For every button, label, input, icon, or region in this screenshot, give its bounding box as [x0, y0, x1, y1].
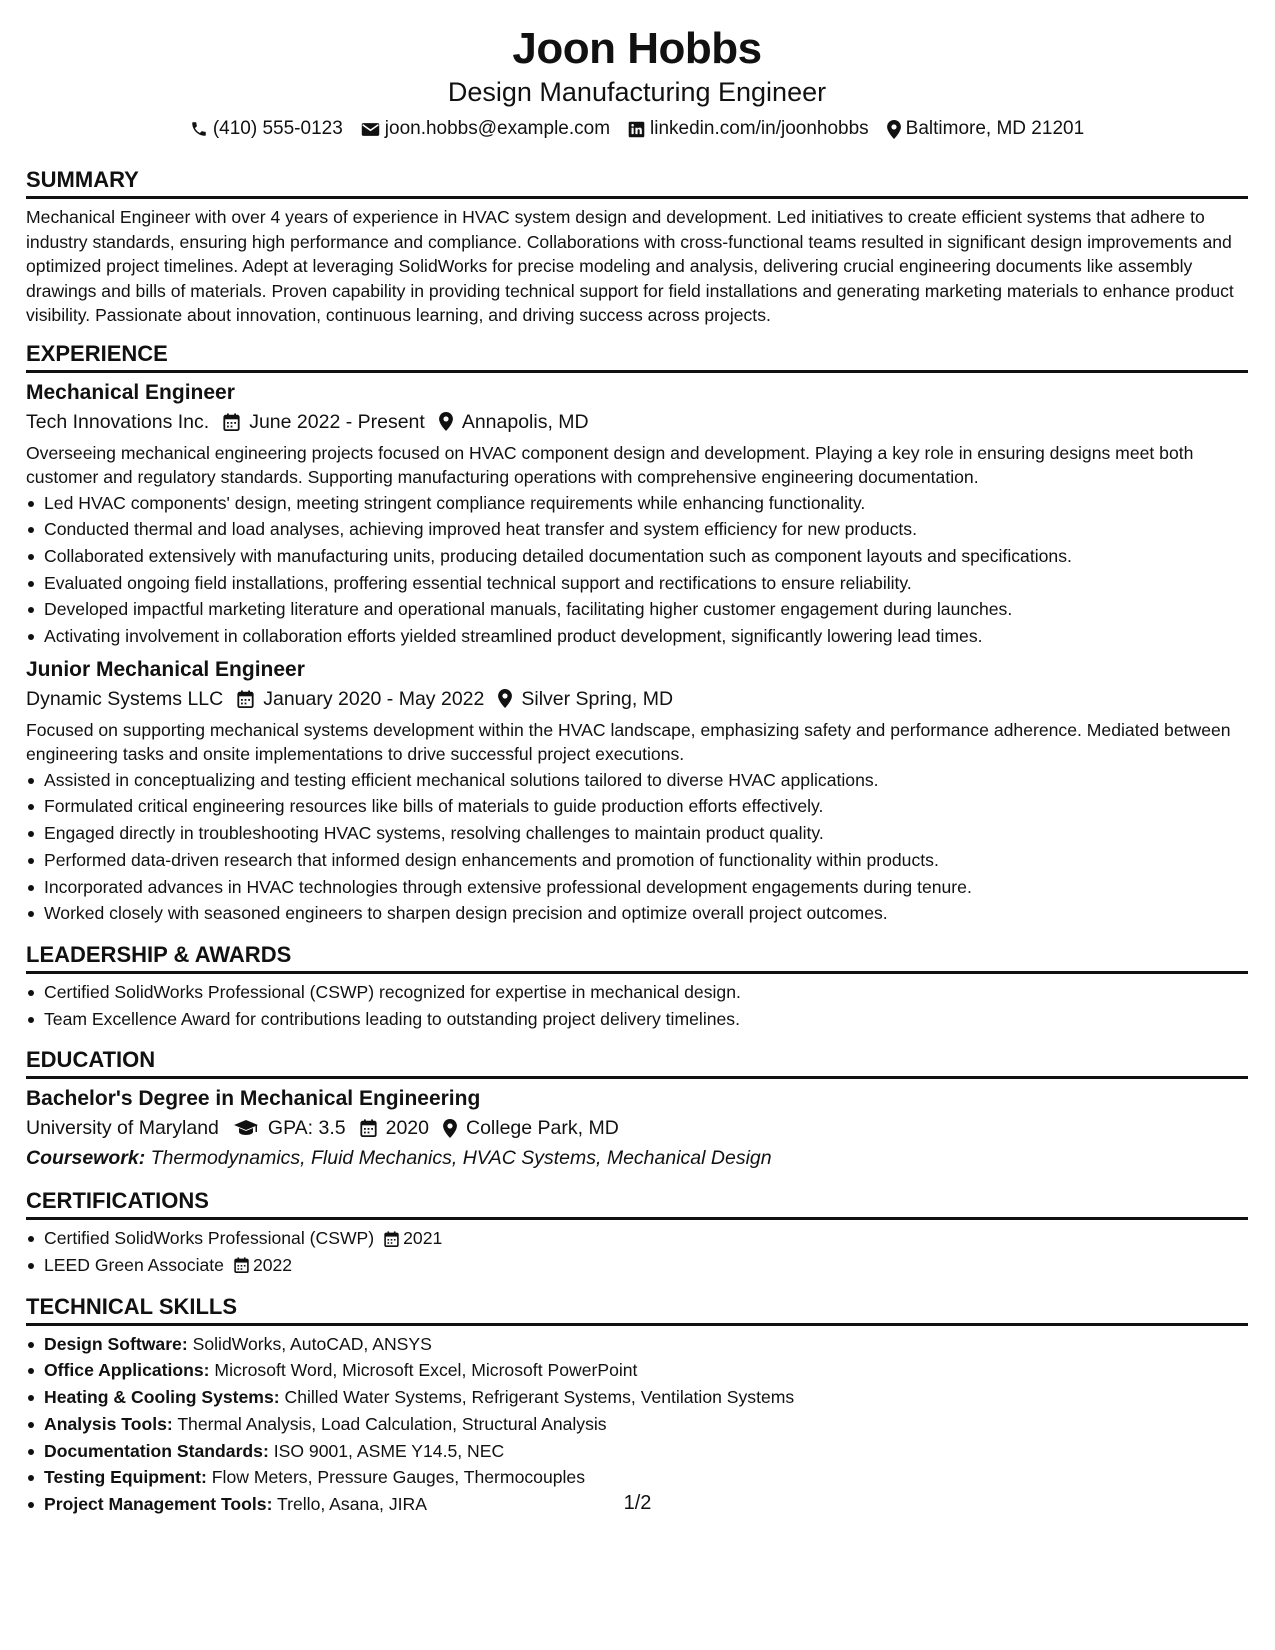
job-location	[498, 684, 673, 714]
job-dates	[223, 407, 425, 437]
resume-page	[26, 22, 1248, 1518]
certifications-list	[26, 1225, 1248, 1278]
list-item: Collaborated extensively with manufacturing units, producing detailed documentation such as component layouts and specifications.	[44, 543, 1248, 570]
list-item	[44, 1225, 1248, 1252]
skill-label: Project Management Tools:	[44, 1493, 273, 1514]
skill-label: Design Software:	[44, 1333, 188, 1354]
candidate-title: Design Manufacturing Engineer	[447, 77, 827, 107]
list-item: Activating involvement in collaboration efforts yielded streamlined product development, significantly lowering lead times.	[44, 623, 1248, 650]
calendar-icon	[223, 413, 240, 431]
school-location	[443, 1113, 619, 1143]
envelope-icon	[361, 122, 380, 137]
job-location-text: Annapolis, MD	[461, 410, 589, 433]
skill-value: SolidWorks, AutoCAD, ANSYS	[192, 1333, 432, 1354]
job-bullets	[26, 767, 1248, 927]
job-company: Dynamic Systems LLC	[26, 687, 224, 710]
linkedin-icon	[628, 121, 645, 138]
gpa	[233, 1113, 346, 1143]
job-meta	[26, 684, 1248, 714]
list-item	[44, 1464, 1248, 1491]
job-description: Overseeing mechanical engineering projects focused on HVAC component design and development. Playing a key role in ensuring designs meet both customer and regulatory standards. Supporting manufacturing operations with comprehensive engineering documentation.	[26, 442, 1194, 487]
job-entry	[26, 379, 1248, 650]
cert-name: Certified SolidWorks Professional (CSWP)	[44, 1228, 375, 1249]
school-location-text: College Park, MD	[465, 1117, 619, 1140]
calendar-icon	[234, 1257, 249, 1273]
contact-phone[interactable]	[190, 116, 343, 142]
candidate-name: Joon Hobbs	[512, 24, 762, 73]
graduation-year	[360, 1113, 429, 1143]
list-item: Formulated critical engineering resources like bills of materials to guide production efforts effectively.	[44, 793, 1248, 820]
email-text: joon.hobbs@example.com	[384, 118, 611, 139]
list-item: Assisted in conceptualizing and testing efficient mechanical solutions tailored to diverse HVAC applications.	[44, 767, 1248, 794]
skills-section	[26, 1293, 1248, 1518]
summary-section	[26, 166, 1248, 328]
skill-label: Documentation Standards:	[44, 1440, 269, 1461]
cert-year: 2021	[403, 1228, 443, 1249]
header	[26, 22, 1248, 142]
skill-label: Heating & Cooling Systems:	[44, 1387, 280, 1408]
list-item: Engaged directly in troubleshooting HVAC systems, resolving challenges to maintain product quality.	[44, 820, 1248, 847]
gpa-text: GPA: 3.5	[267, 1117, 346, 1140]
page-number: 1/2	[623, 1492, 652, 1514]
school-name: University of Maryland	[26, 1117, 219, 1140]
job-meta	[26, 407, 1248, 437]
list-item: Incorporated advances in HVAC technologies through extensive professional development engagements during tenure.	[44, 874, 1248, 901]
map-pin-icon	[443, 1119, 457, 1138]
map-pin-icon	[498, 689, 512, 708]
skill-label: Office Applications:	[44, 1360, 210, 1381]
skills-list	[26, 1331, 1248, 1518]
graduation-cap-icon	[233, 1119, 259, 1137]
contact-location	[887, 116, 1084, 142]
map-pin-icon	[439, 412, 453, 431]
coursework	[26, 1143, 1248, 1173]
skill-value: Thermal Analysis, Load Calculation, Structural Analysis	[177, 1413, 607, 1434]
job-title: Mechanical Engineer	[26, 380, 235, 404]
skill-value: ISO 9001, ASME Y14.5, NEC	[273, 1440, 505, 1461]
contact-email[interactable]	[361, 116, 610, 142]
list-item: Certified SolidWorks Professional (CSWP) recognized for expertise in mechanical design.	[44, 979, 1248, 1006]
list-item: Evaluated ongoing field installations, proffering essential technical support and rectifications to ensure reliability.	[44, 570, 1248, 597]
job-dates	[237, 684, 484, 714]
job-bullets	[26, 490, 1248, 650]
location-text: Baltimore, MD 21201	[905, 118, 1085, 139]
calendar-icon	[360, 1119, 377, 1137]
phone-icon	[190, 120, 208, 138]
linkedin-text: linkedin.com/in/joonhobbs	[650, 118, 869, 139]
cert-name: LEED Green Associate	[44, 1255, 224, 1276]
job-description: Focused on supporting mechanical systems development within the HVAC landscape, emphasizing safety and performance adherence. Mediated between engineering tasks and onsite implementations to drive successful project executions.	[26, 719, 1231, 765]
list-item: Performed data-driven research that informed design enhancements and promotion of functionality within products.	[44, 847, 1248, 874]
education-meta	[26, 1113, 1248, 1143]
contact-linkedin[interactable]	[628, 116, 869, 142]
job-location-text: Silver Spring, MD	[521, 687, 674, 710]
degree-title: Bachelor's Degree in Mechanical Engineering	[26, 1087, 481, 1111]
certifications-heading: CERTIFICATIONS	[26, 1187, 1248, 1220]
list-item: Conducted thermal and load analyses, achieving improved heat transfer and system efficiency for new products.	[44, 516, 1248, 543]
skill-value: Trello, Asana, JIRA	[277, 1493, 427, 1514]
experience-section	[26, 340, 1248, 927]
skill-label: Analysis Tools:	[44, 1413, 173, 1434]
coursework-label: Coursework:	[26, 1147, 146, 1170]
phone-text: (410) 555-0123	[212, 118, 343, 139]
cert-date	[384, 1225, 442, 1252]
skills-heading: TECHNICAL SKILLS	[26, 1293, 1248, 1326]
list-item	[44, 1384, 1248, 1411]
list-item	[44, 1357, 1248, 1384]
summary-heading: SUMMARY	[26, 166, 1248, 199]
list-item: Led HVAC components' design, meeting stringent compliance requirements while enhancing functionality.	[44, 490, 1248, 517]
list-item	[44, 1438, 1248, 1465]
leadership-list	[26, 979, 1248, 1032]
calendar-icon	[384, 1231, 399, 1247]
education-heading: EDUCATION	[26, 1046, 1248, 1079]
job-dates-text: June 2022 - Present	[249, 410, 425, 433]
coursework-text: Thermodynamics, Fluid Mechanics, HVAC Systems, Mechanical Design	[150, 1147, 772, 1170]
job-company: Tech Innovations Inc.	[26, 410, 210, 433]
leadership-heading: LEADERSHIP & AWARDS	[26, 941, 1248, 974]
list-item	[44, 1411, 1248, 1438]
summary-text: Mechanical Engineer with over 4 years of experience in HVAC system design and development. Led initiatives to create efficient systems that adhere to industry standards, ensuring high performance and compliance. Collaborations with cross-functional teams resulted in significant design improvements and optimized project timelines. Adept at leveraging SolidWorks for precise modeling and analysis, delivering crucial engineering documents like assembly drawings and bills of materials. Proven capability in providing technical support for field installations and generating marketing materials to enhance product visibility. Passionate about innovation, continuous learning, and driving success across projects.	[26, 207, 1234, 325]
cert-year: 2022	[252, 1255, 293, 1276]
list-item: Developed impactful marketing literature and operational manuals, facilitating higher customer engagement during launches.	[44, 596, 1248, 623]
skill-label: Testing Equipment:	[44, 1467, 207, 1488]
list-item	[44, 1252, 1248, 1279]
contact-bar	[26, 116, 1248, 142]
year-text: 2020	[385, 1117, 429, 1140]
certifications-section	[26, 1187, 1248, 1278]
list-item: Team Excellence Award for contributions leading to outstanding project delivery timelines.	[44, 1006, 1248, 1033]
job-title: Junior Mechanical Engineer	[26, 657, 305, 681]
education-section	[26, 1046, 1248, 1173]
cert-date	[234, 1252, 292, 1279]
job-dates-text: January 2020 - May 2022	[263, 687, 485, 710]
map-pin-icon	[887, 120, 901, 139]
leadership-section	[26, 941, 1248, 1032]
list-item	[44, 1331, 1248, 1358]
calendar-icon	[237, 690, 254, 708]
experience-heading: EXPERIENCE	[26, 340, 1248, 373]
job-entry	[26, 656, 1248, 927]
skill-value: Flow Meters, Pressure Gauges, Thermocouples	[211, 1467, 586, 1488]
job-location	[439, 407, 589, 437]
skill-value: Microsoft Word, Microsoft Excel, Microsoft PowerPoint	[214, 1360, 638, 1381]
skill-value: Chilled Water Systems, Refrigerant Systems, Ventilation Systems	[284, 1387, 795, 1408]
list-item: Worked closely with seasoned engineers to sharpen design precision and optimize overall project outcomes.	[44, 900, 1248, 927]
